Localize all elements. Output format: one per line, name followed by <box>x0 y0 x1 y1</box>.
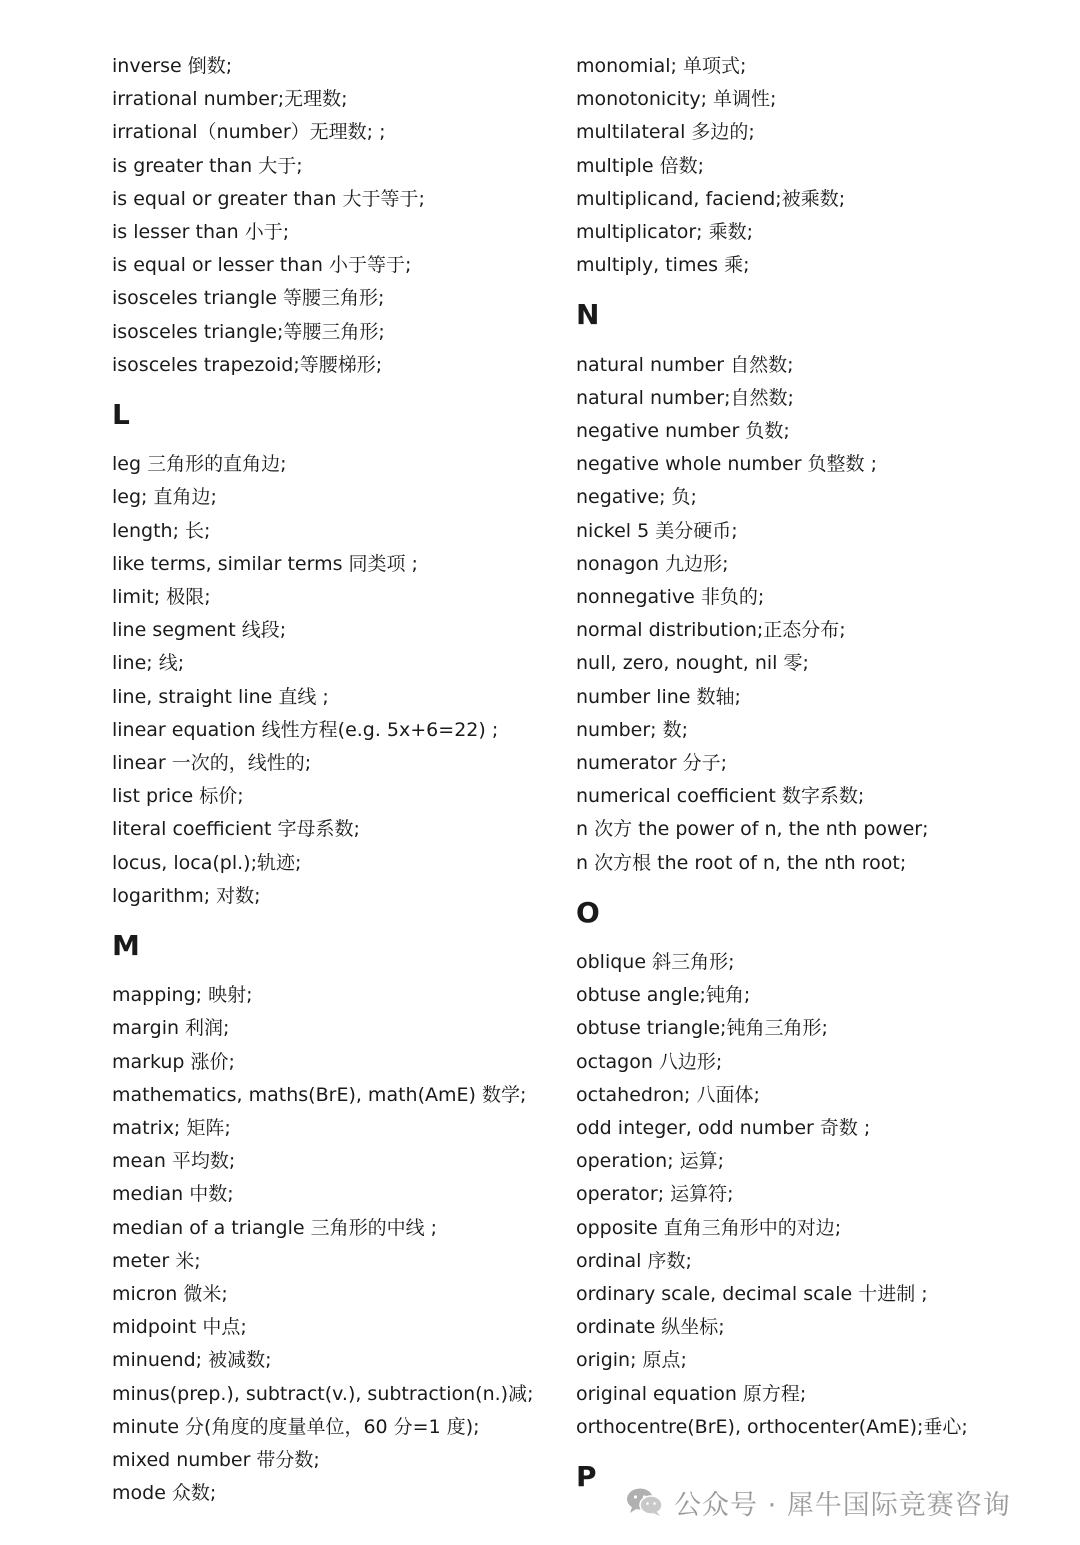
glossary-entry: mean 平均数; <box>112 1150 236 1173</box>
glossary-entry: line segment 线段; <box>112 619 287 642</box>
glossary-entry: octagon 八边形; <box>576 1050 723 1073</box>
glossary-entry: nonagon 九边形; <box>576 552 729 575</box>
glossary-entry: minuend; 被减数; <box>112 1349 272 1372</box>
glossary-entry: negative; 负; <box>576 486 697 509</box>
section-letter: O <box>576 895 600 929</box>
glossary-entry: is lesser than 小于; <box>112 220 290 243</box>
section-letter: P <box>576 1459 597 1493</box>
glossary-entry: multiple 倍数; <box>576 154 705 177</box>
glossary-entry: ordinal 序数; <box>576 1249 692 1272</box>
glossary-entry: leg 三角形的直角边; <box>112 453 287 476</box>
glossary-entry: numerator 分子; <box>576 751 728 774</box>
glossary-entry: natural number 自然数; <box>576 353 794 376</box>
glossary-entry: number line 数轴; <box>576 685 741 708</box>
glossary-entry: median of a triangle 三角形的中线 ; <box>112 1216 438 1239</box>
glossary-entry: literal coefficient 字母系数; <box>112 818 360 841</box>
glossary-entry: multiplicand, faciend;被乘数; <box>576 187 846 210</box>
glossary-entry: list price 标价; <box>112 785 244 808</box>
glossary-entry: mode 众数; <box>112 1482 217 1505</box>
watermark <box>626 1482 1011 1522</box>
glossary-entry: midpoint 中点; <box>112 1316 247 1339</box>
glossary-entry: monomial; 单项式; <box>576 55 747 77</box>
glossary-entry: original equation 原方程; <box>576 1382 807 1405</box>
glossary-entry: origin; 原点; <box>576 1349 687 1372</box>
watermark-text: 公众号 · 犀牛国际竞赛咨询 <box>674 1489 1011 1521</box>
glossary-entry: linear 一次的，线性的; <box>112 751 312 774</box>
glossary-entry: length; 长; <box>112 519 211 542</box>
glossary-entry: n 次方根 the root of n, the nth root; <box>576 851 907 874</box>
glossary-entry: opposite 直角三角形中的对边; <box>576 1216 842 1239</box>
section-letter: N <box>576 298 600 332</box>
glossary-entry: markup 涨价; <box>112 1050 235 1073</box>
glossary-entry: monotonicity; 单调性; <box>576 88 777 111</box>
glossary-entry: mixed number 带分数; <box>112 1448 320 1471</box>
glossary-entry: nickel 5 美分硬币; <box>576 519 738 542</box>
glossary-entry: is equal or greater than 大于等于; <box>112 187 425 210</box>
glossary-entry: n 次方 the power of n, the nth power; <box>576 818 929 841</box>
glossary-entry: odd integer, odd number 奇数 ; <box>576 1117 871 1140</box>
glossary-entry: multiplicator; 乘数; <box>576 220 753 243</box>
glossary-entry: mathematics, maths(BrE), math(AmE) 数学; <box>112 1083 527 1106</box>
glossary-entry: median 中数; <box>112 1183 234 1206</box>
glossary-entry: number; 数; <box>576 718 688 741</box>
glossary-entry: obtuse angle;钝角; <box>576 984 751 1007</box>
section-letter: M <box>112 928 140 962</box>
glossary-entry: line; 线; <box>112 652 185 675</box>
glossary-entry: isosceles triangle;等腰三角形; <box>112 320 385 343</box>
glossary-entry: ordinary scale, decimal scale 十进制 ; <box>576 1282 928 1305</box>
left-column <box>112 50 552 1510</box>
glossary-entry: margin 利润; <box>112 1017 230 1040</box>
glossary-entry: like terms, similar terms 同类项 ; <box>112 552 418 575</box>
glossary-entry: obtuse triangle;钝角三角形; <box>576 1017 828 1040</box>
glossary-entry: locus, loca(pl.);轨迹; <box>112 851 302 874</box>
glossary-entry: irrational number;无理数; <box>112 88 348 111</box>
glossary-entry: multilateral 多边的; <box>576 121 755 144</box>
glossary-entry: isosceles trapezoid;等腰梯形; <box>112 353 383 376</box>
glossary-entry: octahedron; 八面体; <box>576 1083 760 1106</box>
glossary-entry: mapping; 映射; <box>112 984 253 1007</box>
glossary-entry: ordinate 纵坐标; <box>576 1316 725 1339</box>
glossary-entry: is greater than 大于; <box>112 154 303 177</box>
glossary-entry: normal distribution;正态分布; <box>576 619 846 642</box>
glossary-entry: operator; 运算符; <box>576 1183 734 1206</box>
glossary-entry: line, straight line 直线 ; <box>112 685 329 708</box>
glossary-entry: limit; 极限; <box>112 586 211 609</box>
glossary-entry: negative number 负数; <box>576 420 790 443</box>
glossary-entry: matrix; 矩阵; <box>112 1117 231 1140</box>
glossary-entry: minus(prep.), subtract(v.), subtraction(n.)减; <box>112 1382 534 1405</box>
glossary-entry: minute 分(角度的度量单位，60 分=1 度); <box>112 1415 480 1438</box>
glossary-entry: multiply, times 乘; <box>576 254 750 277</box>
glossary-entry: operation; 运算; <box>576 1150 725 1173</box>
glossary-entry: linear equation 线性方程(e.g. 5x+6=22) ; <box>112 718 499 741</box>
right-column <box>576 50 1056 1510</box>
glossary-entry: meter 米; <box>112 1249 201 1272</box>
glossary-entry: isosceles triangle 等腰三角形; <box>112 287 385 310</box>
glossary-entry: numerical coefficient 数字系数; <box>576 785 865 808</box>
glossary-entry: orthocentre(BrE), orthocenter(AmE);垂心; <box>576 1415 968 1438</box>
glossary-entry: null, zero, nought, nil 零; <box>576 652 809 675</box>
wechat-icon <box>626 1487 664 1517</box>
glossary-entry: nonnegative 非负的; <box>576 586 765 609</box>
glossary-entry: is equal or lesser than 小于等于; <box>112 254 412 277</box>
glossary-entry: leg; 直角边; <box>112 486 217 509</box>
glossary-entry: inverse 倒数; <box>112 55 233 77</box>
glossary-entry: micron 微米; <box>112 1282 228 1305</box>
section-letter: L <box>112 397 130 431</box>
glossary-entry: irrational（number）无理数; ; <box>112 121 386 144</box>
glossary-entry: oblique 斜三角形; <box>576 951 735 974</box>
glossary-entry: negative whole number 负整数 ; <box>576 453 877 476</box>
glossary-entry: natural number;自然数; <box>576 386 794 409</box>
glossary-entry: logarithm; 对数; <box>112 884 261 907</box>
